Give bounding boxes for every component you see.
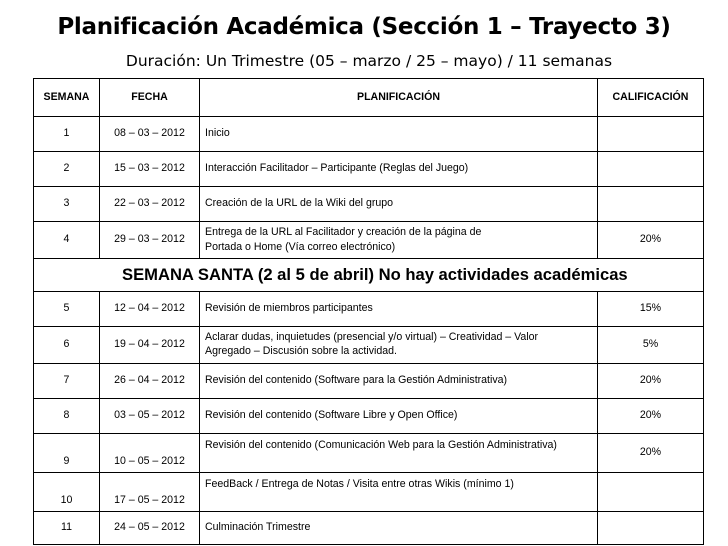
calif-cell: 5% [598, 327, 704, 364]
calif-cell [598, 187, 704, 222]
table-row [34, 364, 704, 399]
table-row [34, 512, 704, 545]
header-calificacion: CALIFICACIÓN [598, 79, 704, 117]
header-planificacion: PLANIFICACIÓN [200, 79, 598, 117]
fecha-cell: 03 – 05 – 2012 [100, 399, 200, 434]
plan-line: Agregado – Discusión sobre la actividad. [205, 345, 397, 357]
table-row [34, 117, 704, 152]
plan-cell: Creación de la URL de la Wiki del grupo [200, 187, 598, 222]
banner-row [34, 259, 704, 292]
semana-cell: 7 [34, 364, 100, 399]
fecha-cell: 29 – 03 – 2012 [100, 222, 200, 259]
calif-cell [598, 512, 704, 545]
semana-cell: 3 [34, 187, 100, 222]
semana-cell: 10 [34, 473, 100, 512]
fecha-cell: 12 – 04 – 2012 [100, 292, 200, 327]
plan-line: Portada o Home (Vía correo electrónico) [205, 241, 396, 253]
table-row [34, 434, 704, 473]
header-fecha: FECHA [100, 79, 200, 117]
page-subtitle: Duración: Un Trimestre (05 – marzo / 25 – mayo) / 11 semanas [125, 52, 613, 70]
fecha-cell: 24 – 05 – 2012 [100, 512, 200, 545]
calif-cell: 15% [598, 292, 704, 327]
calif-cell [598, 473, 704, 512]
semana-cell: 5 [34, 292, 100, 327]
semana-cell: 11 [34, 512, 100, 545]
table-row [34, 152, 704, 187]
plan-cell: Revisión del contenido (Software para la Gestión Administrativa) [200, 364, 598, 399]
calif-cell [598, 152, 704, 187]
semana-cell: 2 [34, 152, 100, 187]
semana-cell: 9 [34, 434, 100, 473]
plan-line: Aclarar dudas, inquietudes (presencial y/o virtual) – Creatividad – Valor [205, 331, 539, 344]
calif-cell: 20% [598, 434, 704, 473]
calif-cell: 20% [598, 399, 704, 434]
table-row [34, 327, 704, 364]
plan-line: Entrega de la URL al Facilitador y creación de la página de [205, 225, 482, 238]
plan-cell: Inicio [200, 117, 598, 152]
table-header-row [34, 79, 704, 117]
semana-cell: 1 [34, 117, 100, 152]
table-row [34, 399, 704, 434]
semana-cell: 4 [34, 222, 100, 259]
semana-santa-banner: SEMANA SANTA (2 al 5 de abril) No hay actividades académicas [34, 259, 704, 292]
fecha-cell: 15 – 03 – 2012 [100, 152, 200, 187]
plan-cell: FeedBack / Entrega de Notas / Visita entre otras Wikis (mínimo 1) [200, 473, 598, 512]
plan-cell [200, 222, 598, 259]
plan-cell: Revisión del contenido (Software Libre y Open Office) [200, 399, 598, 434]
plan-cell: Revisión del contenido (Comunicación Web para la Gestión Administrativa) [200, 434, 598, 473]
table-row [34, 292, 704, 327]
table-row [34, 222, 704, 259]
fecha-cell: 17 – 05 – 2012 [100, 473, 200, 512]
fecha-cell: 26 – 04 – 2012 [100, 364, 200, 399]
page-title: Planificación Académica (Sección 1 – Trayecto 3) [57, 14, 671, 40]
plan-cell: Revisión de miembros participantes [200, 292, 598, 327]
plan-cell: Culminación Trimestre [200, 512, 598, 545]
schedule-table [33, 78, 704, 545]
calif-cell: 20% [598, 222, 704, 259]
table-row [34, 473, 704, 512]
calif-cell [598, 117, 704, 152]
plan-cell: Interacción Facilitador – Participante (Reglas del Juego) [200, 152, 598, 187]
fecha-cell: 08 – 03 – 2012 [100, 117, 200, 152]
semana-cell: 8 [34, 399, 100, 434]
calif-cell: 20% [598, 364, 704, 399]
fecha-cell: 19 – 04 – 2012 [100, 327, 200, 364]
fecha-cell: 10 – 05 – 2012 [100, 434, 200, 473]
semana-cell: 6 [34, 327, 100, 364]
header-semana: SEMANA [34, 79, 100, 117]
plan-cell [200, 327, 598, 364]
table-row [34, 187, 704, 222]
fecha-cell: 22 – 03 – 2012 [100, 187, 200, 222]
